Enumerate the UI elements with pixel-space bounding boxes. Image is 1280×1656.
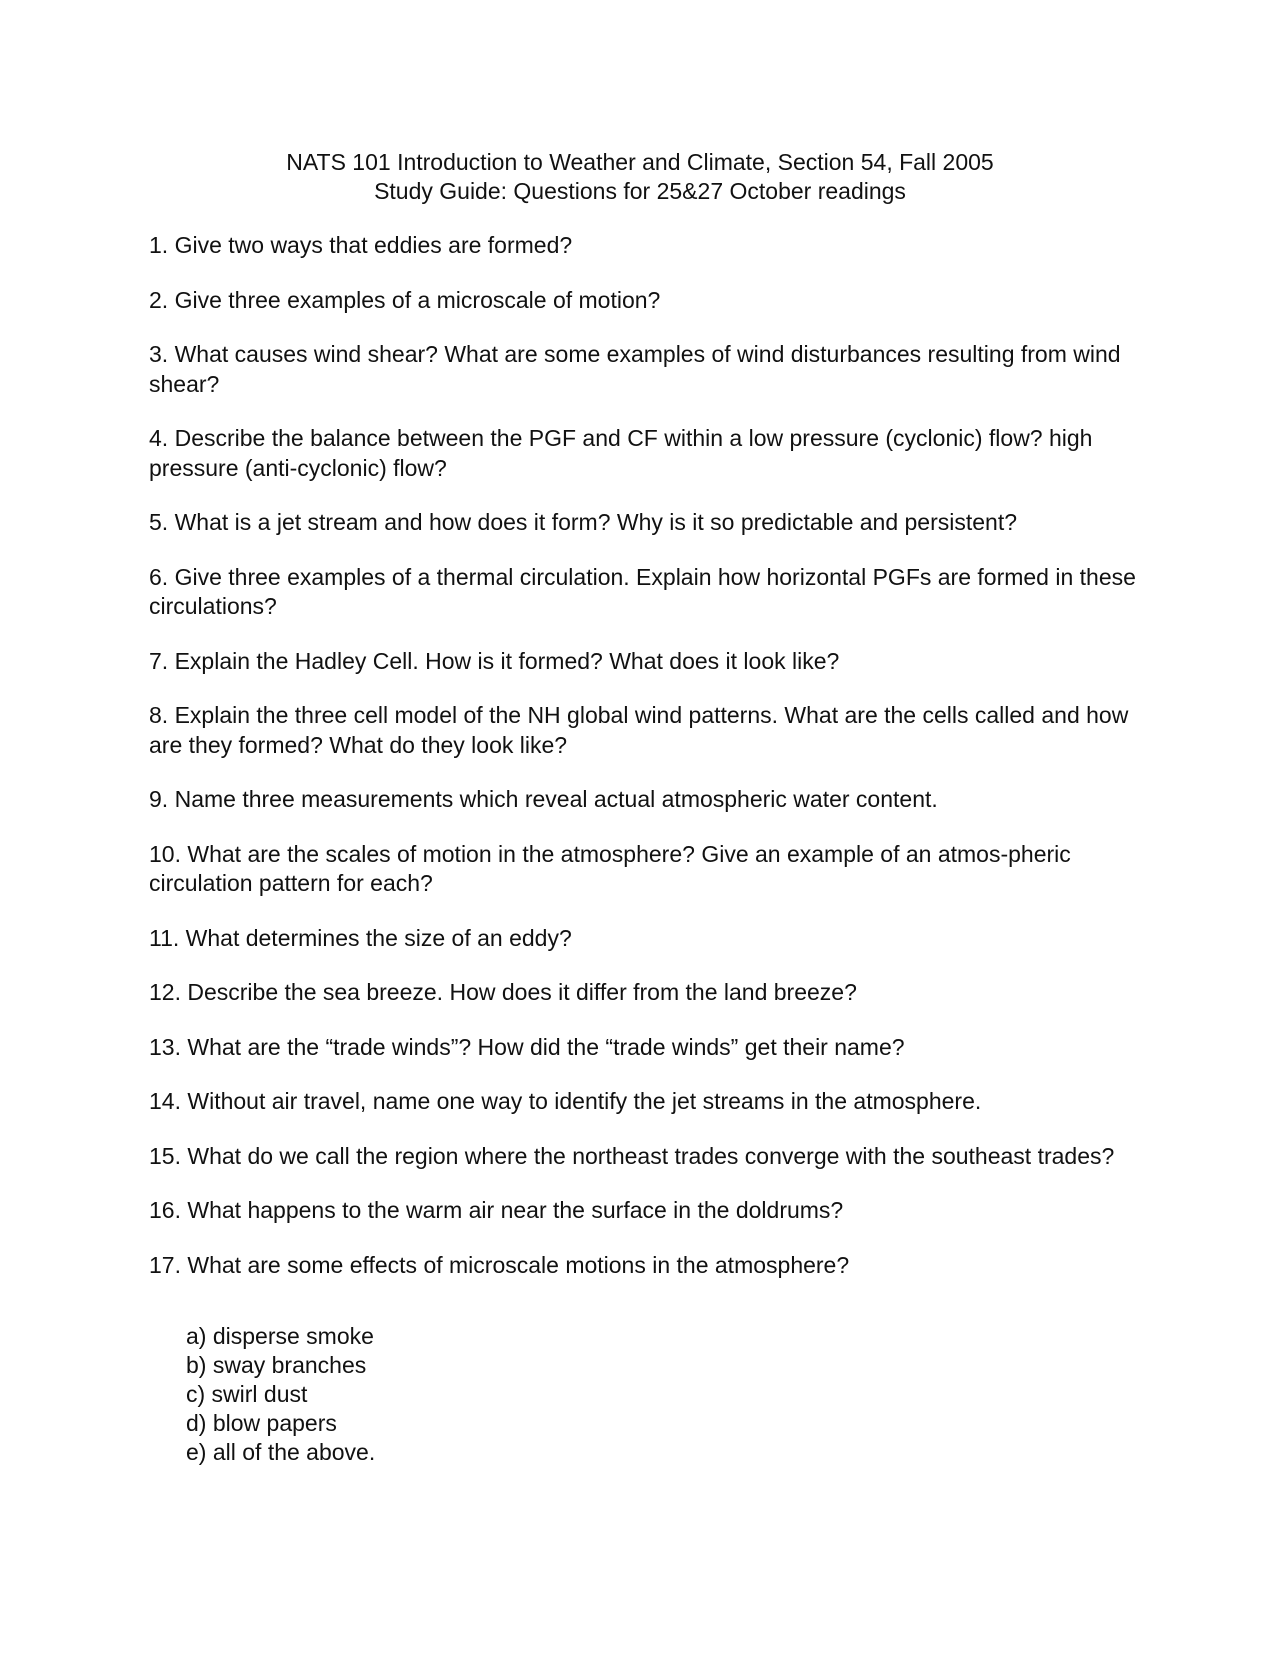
option-b: b) sway branches [186, 1352, 367, 1378]
question-number: 4. [149, 425, 175, 451]
question-text: Without air travel, name one way to identify the jet streams in the atmosphere. [187, 1088, 982, 1114]
question-number: 17. [149, 1251, 188, 1278]
question-12 [149, 978, 1139, 1008]
question-list [149, 231, 1139, 1305]
question-6 [149, 563, 1139, 622]
question-number: 15. [149, 1142, 188, 1169]
question-14 [149, 1087, 1139, 1117]
question-text: Describe the balance between the PGF and CF within a low pressure (cyclonic) flow? high pressure (anti-cyclonic) flow? [149, 425, 1093, 481]
question-7 [149, 647, 1139, 677]
question-text: What are some effects of microscale motions in the atmosphere? [187, 1251, 850, 1278]
question-15 [149, 1142, 1139, 1172]
question-number: 10. [149, 840, 188, 867]
question-4 [149, 424, 1139, 483]
document-header [0, 148, 1280, 206]
option-a: a) disperse smoke [186, 1323, 374, 1349]
question-text: What is a jet stream and how does it form? Why is it so predictable and persistent? [174, 509, 1018, 535]
question-number: 8. [149, 702, 175, 728]
question-1 [149, 231, 1139, 261]
question-text: What causes wind shear? What are some examples of wind disturbances resulting from wind shear? [149, 341, 1121, 397]
question-number: 9. [149, 786, 175, 812]
question-10 [149, 840, 1139, 899]
question-number: 3. [149, 341, 175, 367]
question-number: 7. [149, 647, 175, 674]
question-17 [149, 1251, 1139, 1281]
question-text: What are the “trade winds”? How did the “trade winds” get their name? [187, 1033, 905, 1060]
question-text: What happens to the warm air near the surface in the doldrums? [187, 1197, 844, 1223]
question-text: Name three measurements which reveal actual atmospheric water content. [174, 786, 938, 812]
question-9 [149, 785, 1139, 815]
question-text: Give three examples of a microscale of motion? [174, 286, 661, 313]
question-number: 2. [149, 286, 175, 313]
question-text: Give two ways that eddies are formed? [174, 232, 573, 258]
question-number: 14. [149, 1088, 188, 1114]
question-13 [149, 1033, 1139, 1063]
question-3 [149, 340, 1139, 399]
question-text: Explain the three cell model of the NH global wind patterns. What are the cells called and how are they formed? What do they look like? [149, 702, 1129, 758]
question-11 [149, 924, 1139, 954]
question-text: Give three examples of a thermal circulation. Explain how horizontal PGFs are formed in these circulations? [149, 563, 1136, 619]
question-number: 1. [149, 232, 175, 258]
question-number: 6. [149, 563, 175, 590]
option-c: c) swirl dust [186, 1381, 308, 1407]
document-title: NATS 101 Introduction to Weather and Climate, Section 54, Fall 2005 [286, 149, 994, 175]
question-number: 16. [149, 1197, 188, 1223]
document-subtitle: Study Guide: Questions for 25&27 October readings [374, 178, 906, 204]
question-text: What do we call the region where the northeast trades converge with the southeast trades? [187, 1142, 1115, 1169]
question-text: Describe the sea breeze. How does it differ from the land breeze? [187, 979, 857, 1005]
question-2 [149, 286, 1139, 316]
question-8 [149, 701, 1139, 760]
option-d: d) blow papers [186, 1410, 337, 1436]
question-number: 12. [149, 979, 188, 1005]
question-number: 5. [149, 509, 175, 535]
question-number: 13. [149, 1033, 188, 1060]
question-text: What are the scales of motion in the atmosphere? Give an example of an atmos-pheric circulation pattern for each? [149, 840, 1071, 896]
question-5 [149, 508, 1139, 538]
option-e: e) all of the above. [186, 1439, 376, 1465]
question-number: 11. [149, 924, 186, 951]
question-text: Explain the Hadley Cell. How is it formed? What does it look like? [174, 647, 840, 674]
question-16 [149, 1196, 1139, 1226]
question-text: What determines the size of an eddy? [185, 924, 572, 951]
answer-options [186, 1322, 375, 1467]
